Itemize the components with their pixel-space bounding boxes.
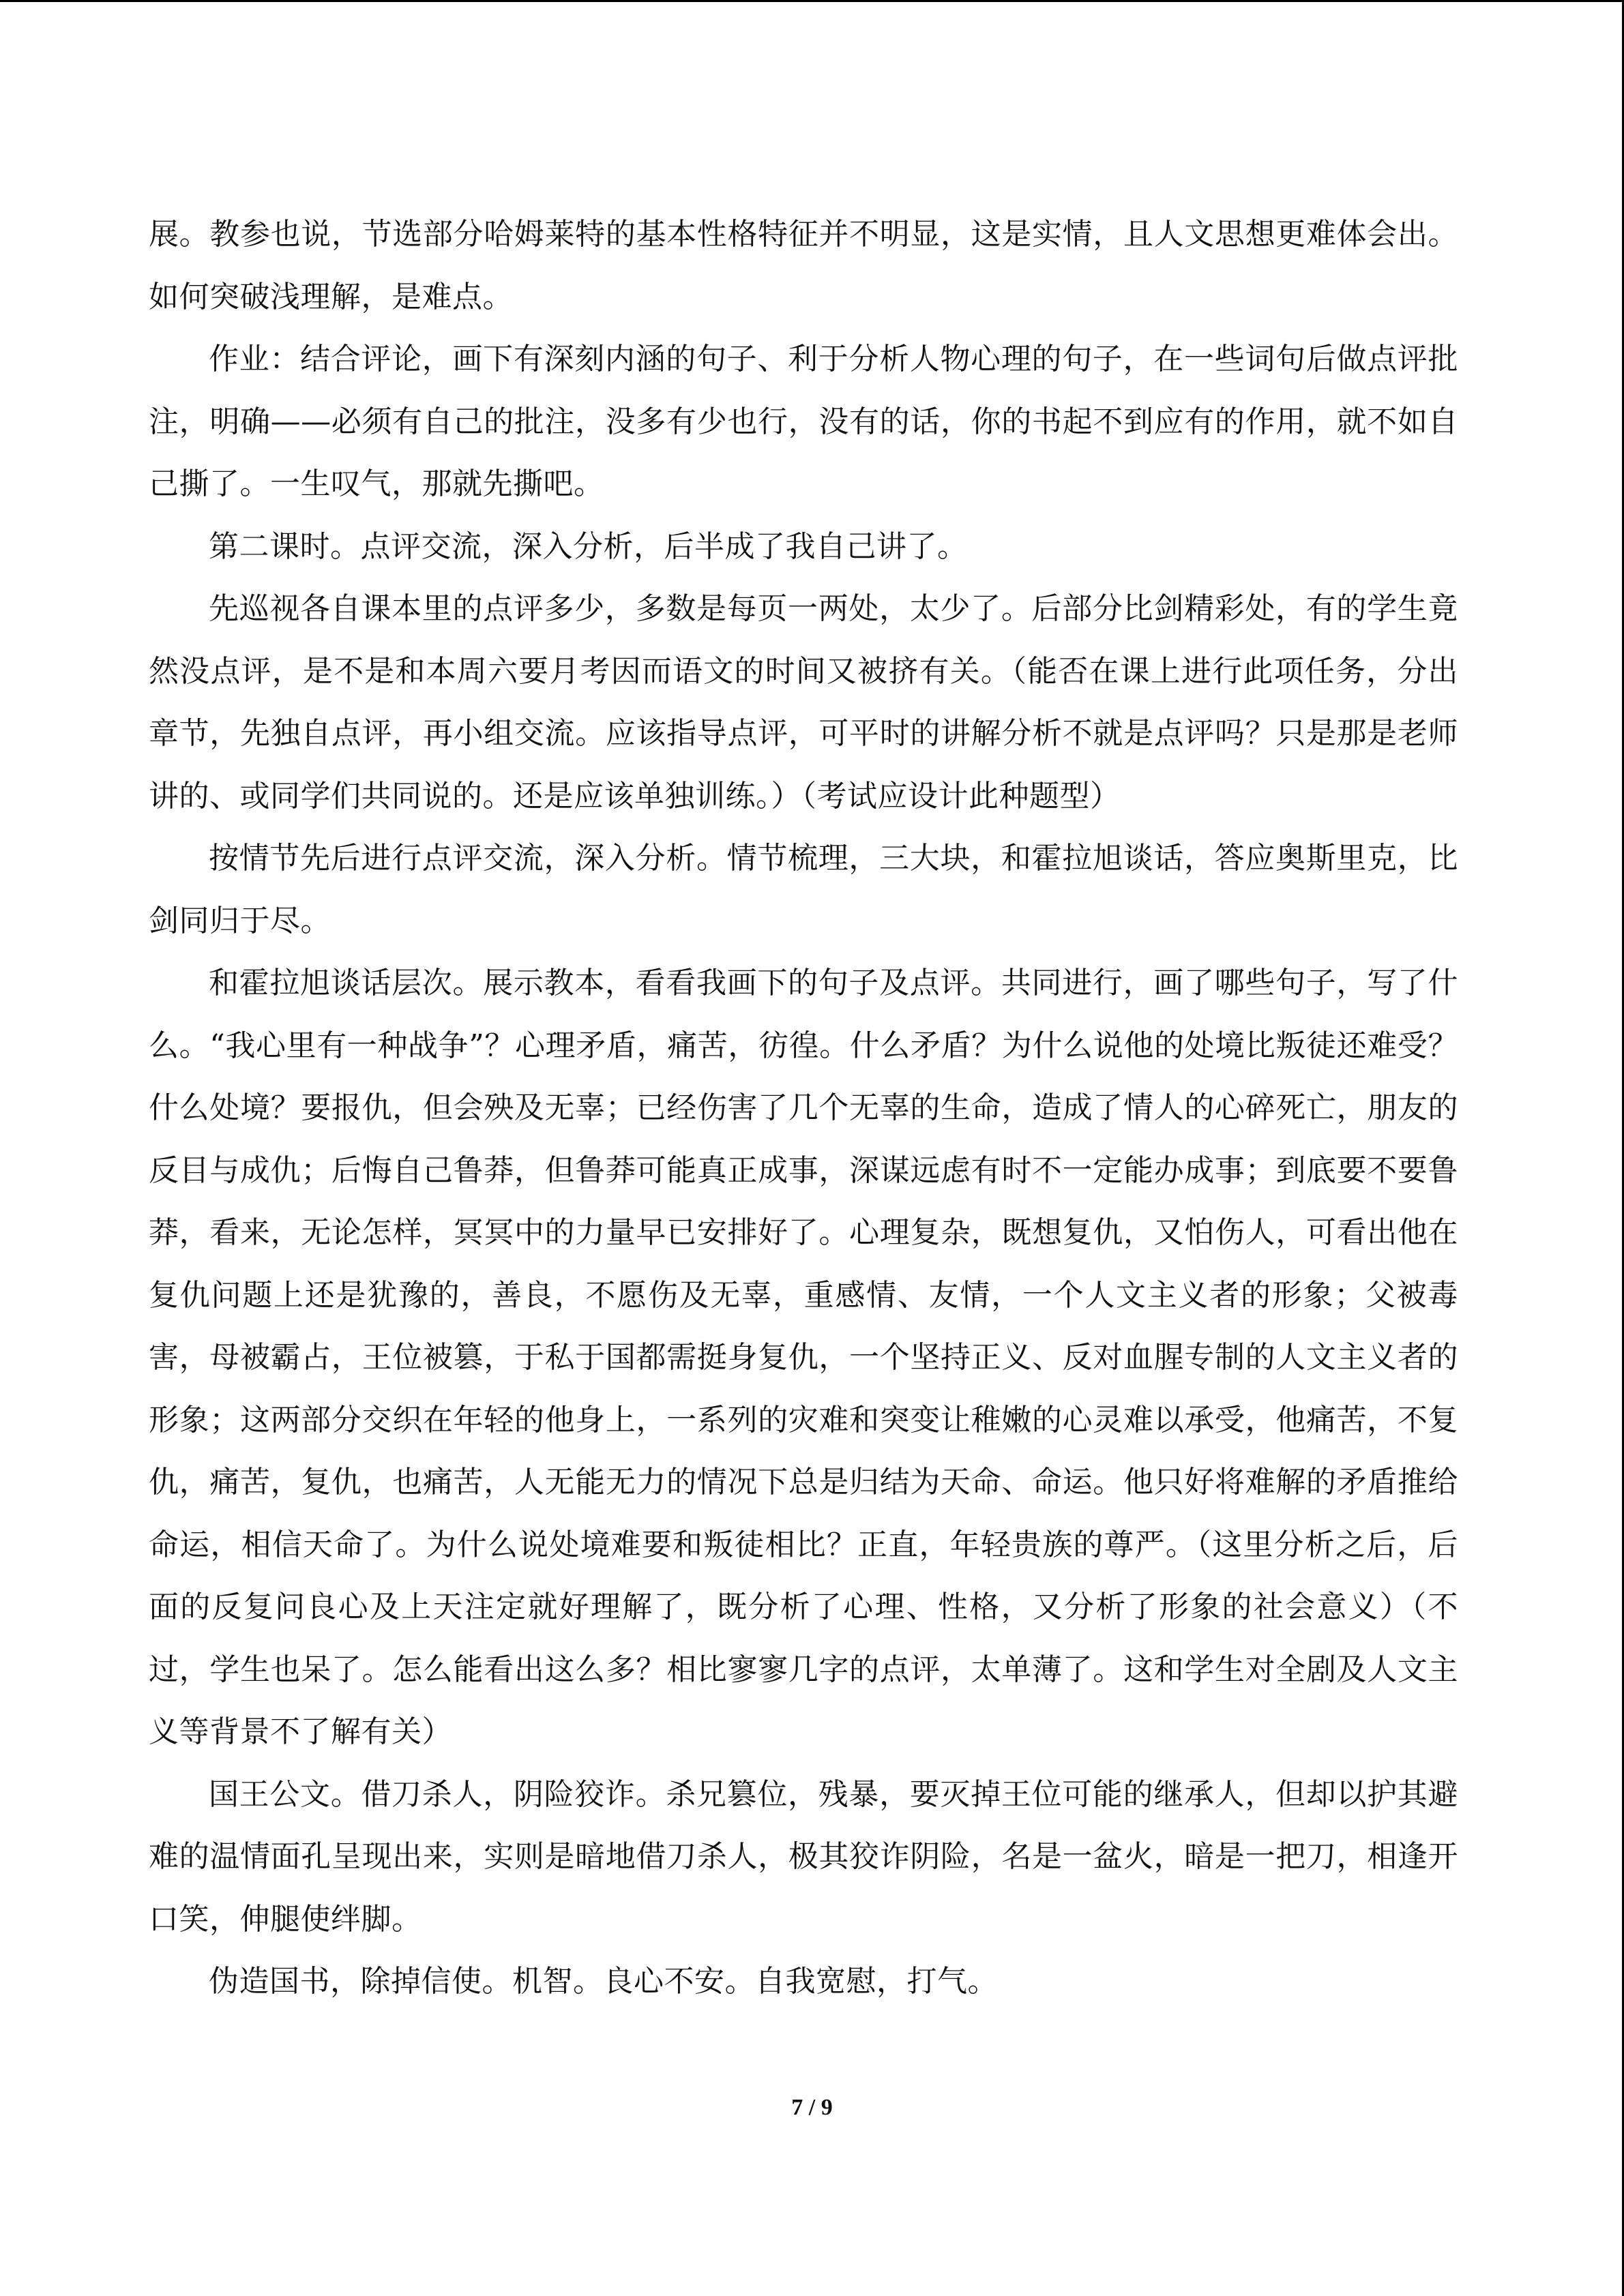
paragraph-1: 展。教参也说，节选部分哈姆莱特的基本性格特征并不明显，这是实情，且人文思想更难体会出。如何突破浅理解，是难点。: [149, 217, 1458, 314]
paragraph-5: 按情节先后进行点评交流，深入分析。情节梳理，三大块，和霍拉旭谈话，答应奥斯里克，比剑同归于尽。: [149, 841, 1458, 938]
page-number: 7 / 9: [791, 2095, 833, 2120]
paragraph-4: 先巡视各自课本里的点评多少，多数是每页一两处，太少了。后部分比剑精彩处，有的学生竟然没点评，是不是和本周六要月考因而语文的时间又被挤有关。（能否在课上进行此项任务，分出章节，先独自点评，再小组交流。应该指导点评，可平时的讲解分析不就是点评吗？只是那是老师讲的、或同学们共同说的。还是应该单独训练。）（考试应设计此种题型）: [149, 591, 1458, 814]
paragraph-7: 国王公文。借刀杀人，阴险狡诈。杀兄篡位，残暴，要灭掉王位可能的继承人，但却以护其避难的温情面孔呈现出来，实则是暗地借刀杀人，极其狡诈阴险，名是一盆火，暗是一把刀，相逢开口笑，伸腿使绊脚。: [149, 1776, 1458, 1937]
paragraph-6: 和霍拉旭谈话层次。展示教本，看看我画下的句子及点评。共同进行，画了哪些句子，写了什么。“我心里有一种战争”？心理矛盾，痛苦，彷徨。什么矛盾？为什么说他的处境比叛徒还难受？什么处境？要报仇，但会殃及无辜；已经伤害了几个无辜的生命，造成了情人的心碎死亡，朋友的反目与成仇；后悔自己鲁莽，但鲁莽可能真正成事，深谋远虑有时不一定能办成事；到底要不要鲁莽，看来，无论怎样，冥冥中的力量早已安排好了。心理复杂，既想复仇，又怕伤人，可看出他在复仇问题上还是犹豫的，善良，不愿伤及无辜，重感情、友情，一个人文主义者的形象；父被毒害，母被霸占，王位被篡，于私于国都需挺身复仇，一个坚持正义、反对血腥专制的人文主义者的形象；这两部分交织在年轻的他身上，一系列的灾难和突变让稚嫩的心灵难以承受，他痛苦，不复仇，痛苦，复仇，也痛苦，人无能无力的情况下总是归结为天命、命运。他只好将难解的矛盾推给命运，相信天命了。为什么说处境难要和叛徒相比？正直，年轻贵族的尊严。（这里分析之后，后面的反复问良心及上天注定就好理解了，既分析了心理、性格，又分析了形象的社会意义）（不过，学生也呆了。怎么能看出这么多？相比寥寥几字的点评，太单薄了。这和学生对全剧及人文主义等背景不了解有关）: [149, 966, 1459, 1749]
document-body: [149, 203, 1458, 2013]
page-top-border: [0, 0, 1624, 2]
paragraph-8: 伪造国书，除掉信使。机智。良心不安。自我宽慰，打气。: [209, 1964, 998, 1999]
paragraph-3: 第二课时。点评交流，深入分析，后半成了我自己讲了。: [209, 528, 968, 564]
paragraph-2: 作业：结合评论，画下有深刻内涵的句子、利于分析人物心理的句子，在一些词句后做点评批注，明确——必须有自己的批注，没多有少也行，没有的话，你的书起不到应有的作用，就不如自己撕了。一生叹气，那就先撕吧。: [149, 342, 1458, 501]
